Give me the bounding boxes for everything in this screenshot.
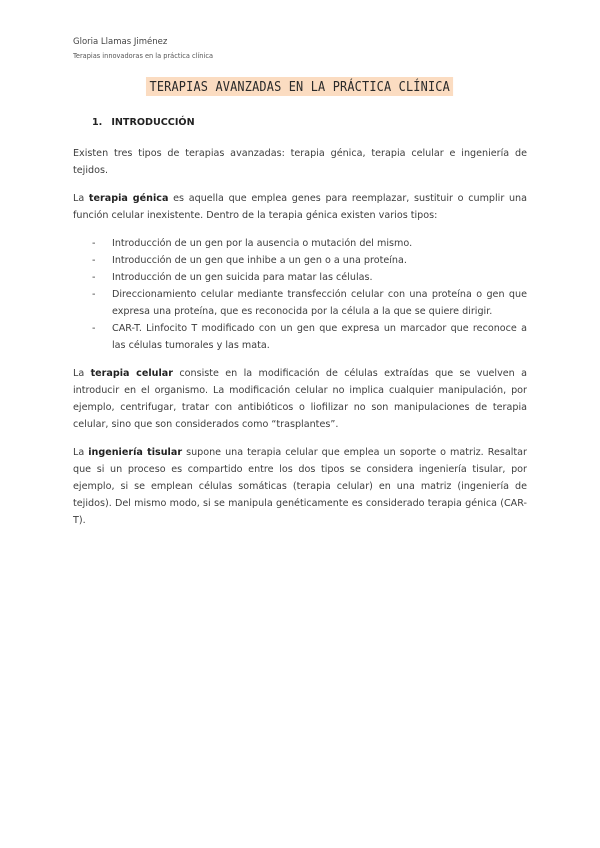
- intro-paragraph: Existen tres tipos de terapias avanzadas: terapia génica, terapia celular e ingeniería de tejidos.: [73, 148, 527, 176]
- document-body: [73, 110, 527, 540]
- list-item: [92, 252, 527, 269]
- cell-therapy-prefix: La: [73, 368, 91, 379]
- cell-therapy-paragraph: [73, 365, 527, 433]
- title-wrapper: [0, 76, 600, 96]
- gene-therapy-paragraph: [73, 190, 527, 224]
- gene-therapy-term: terapia génica: [88, 193, 169, 204]
- list-item-text: Introducción de un gen que inhibe a un gen o a una proteína.: [112, 255, 407, 266]
- gene-therapy-text: es aquella que emplea genes para reemplazar, sustituir o cumplir una función celular inexistente. Dentro de la terapia génica existen varios tipos:: [73, 193, 527, 221]
- document-title: TERAPIAS AVANZADAS EN LA PRÁCTICA CLÍNICA: [146, 77, 454, 96]
- list-item-text: Introducción de un gen suicida para matar las células.: [112, 272, 373, 283]
- list-item-text: Direccionamiento celular mediante transfección celular con una proteína o gen que expresa una proteína, que es reconocida por la célula a la que se quiere dirigir.: [112, 289, 527, 317]
- section-number: 1.: [92, 117, 103, 128]
- list-item-text: Introducción de un gen por la ausencia o mutación del mismo.: [112, 238, 413, 249]
- bullet-dash: -: [92, 323, 96, 334]
- list-item: [92, 269, 527, 286]
- cell-therapy-term: terapia celular: [90, 368, 173, 379]
- section-heading: [92, 114, 527, 131]
- bullet-dash: -: [92, 238, 96, 249]
- tissue-engineering-text: supone una terapia celular que emplea un soporte o matriz. Resaltar que si un proceso es compartido entre los dos tipos se considera ingeniería tisular, por ejemplo, si se emplean células somáticas (terapia celular) en una matriz (ingeniería de tejidos). Del mismo modo, si se manipula genéticamente es considerado terapia génica (CAR-T).: [73, 447, 527, 526]
- section-title: INTRODUCCIÓN: [111, 117, 195, 128]
- header-author: Gloria Llamas Jiménez: [73, 37, 168, 47]
- cell-therapy-text: consiste en la modificación de células extraídas que se vuelven a introducir en el organismo. La modificación celular no implica cualquier manipulación, por ejemplo, centrifugar, tratar con antibióticos o liofilizar no son manipulaciones de terapia celular, sino que son considerados como “trasplantes”.: [73, 368, 528, 430]
- list-item-text: CAR-T. Linfocito T modificado con un gen que expresa un marcador que reconoce a las células tumorales y las mata.: [112, 323, 527, 351]
- bullet-dash: -: [92, 272, 96, 283]
- list-item: [92, 235, 527, 252]
- gene-therapy-types-list: [73, 235, 527, 354]
- bullet-dash: -: [92, 289, 96, 300]
- tissue-engineering-prefix: La: [73, 447, 89, 458]
- list-item: [92, 286, 527, 320]
- tissue-engineering-term: ingeniería tisular: [88, 447, 183, 458]
- gene-therapy-prefix: La: [73, 193, 89, 204]
- tissue-engineering-paragraph: [73, 444, 527, 529]
- bullet-dash: -: [92, 255, 96, 266]
- header-course: Terapias innovadoras en la práctica clínica: [73, 52, 213, 60]
- list-item: [92, 320, 527, 354]
